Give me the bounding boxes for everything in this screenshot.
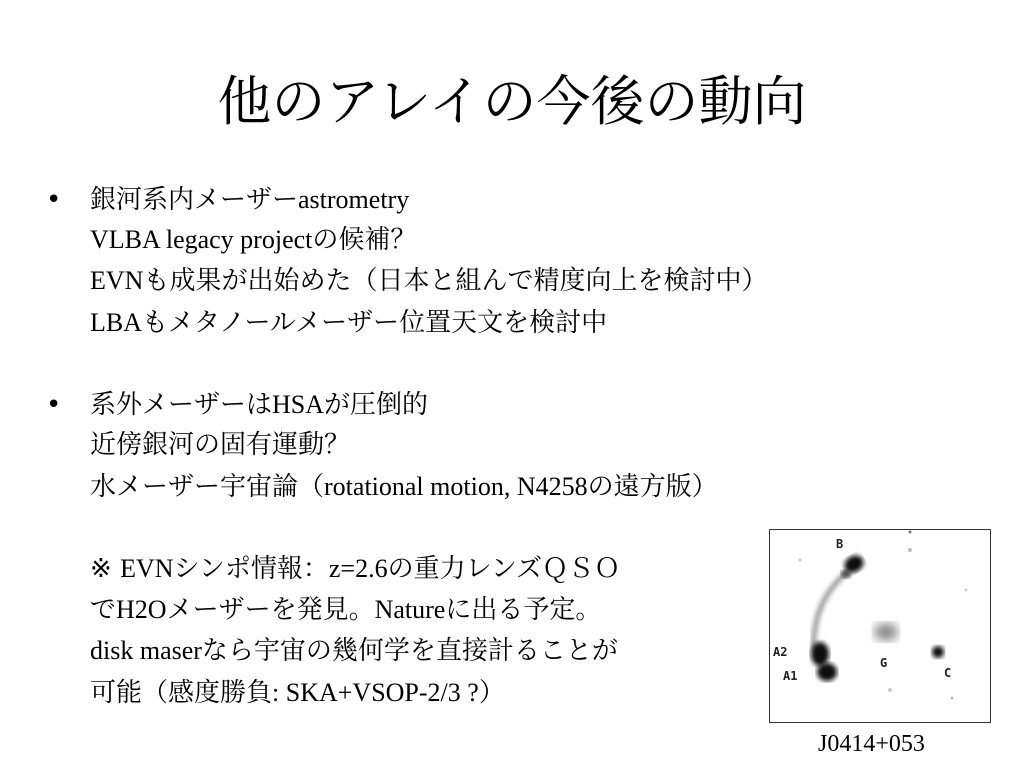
- text-jp: 系外メーザーは: [90, 390, 273, 420]
- label-g: G: [880, 656, 888, 670]
- text-jp: メーザーを発見。: [166, 595, 375, 625]
- text-jp: シンポ情報：: [173, 554, 329, 584]
- text-en: rotational motion, N4258: [324, 472, 588, 501]
- text-jp: の候補？: [312, 225, 417, 255]
- bullet-1-line-1: [90, 183, 409, 217]
- text-en: HSA: [272, 390, 325, 419]
- text-en: EVN: [120, 554, 174, 583]
- label-a2: A2: [773, 645, 788, 659]
- text-jp: 水メーザー宇宙論（: [90, 472, 325, 502]
- text-jp: が圧倒的: [324, 390, 429, 420]
- slide-title: 他のアレイの今後の動向: [217, 70, 807, 133]
- text-jp: も成果が出始めた（日本と組んで精度向上を検討中）: [143, 266, 768, 296]
- bullet-1-line-4: [90, 306, 607, 340]
- bullet-2-line-2: [90, 428, 350, 462]
- figure-caption: J0414+053: [818, 731, 925, 757]
- text-en: Nature: [374, 595, 446, 624]
- lens-image-b-tail: [841, 570, 851, 578]
- text-jp: の遠方版）: [587, 472, 718, 502]
- text-jp: の重力レンズＱＳＯ: [387, 554, 621, 584]
- bullet-2-line-6: [90, 634, 618, 668]
- lens-image-a1: [817, 663, 837, 681]
- text-jp: 可能（感度勝負: [90, 678, 273, 708]
- bullet-2-line-7: [90, 676, 505, 710]
- label-c: C: [944, 666, 952, 680]
- bullet-2-line-4: [90, 552, 620, 586]
- text-jp: ）: [478, 678, 505, 708]
- text-jp: なら宇宙の幾何学を直接計ることが: [201, 636, 618, 666]
- text-en: H2O: [116, 595, 167, 624]
- bullet-marker-1: •: [46, 185, 62, 215]
- text-jp: に出る予定。: [445, 595, 602, 625]
- lens-image-svg: [770, 530, 990, 722]
- bullet-2-line-3: [90, 470, 718, 504]
- text-en: LBA: [90, 308, 142, 337]
- text-en: astrometry: [298, 185, 410, 214]
- text-en: disk maser: [90, 636, 202, 665]
- lens-image: [769, 529, 991, 723]
- lens-galaxy-g: [874, 623, 898, 641]
- text-en: VLBA legacy project: [90, 225, 313, 254]
- text-jp: ※: [90, 554, 121, 584]
- bullet-2-line-1: [90, 388, 428, 422]
- text-en: z=2.6: [328, 554, 388, 583]
- text-jp: で: [90, 595, 117, 625]
- bullet-marker-2: •: [46, 390, 62, 420]
- text-jp: もメタノールメーザー位置天文を検討中: [142, 308, 608, 338]
- bullet-1-line-2: [90, 223, 416, 257]
- text-jp: 近傍銀河の固有運動？: [90, 430, 351, 460]
- lens-image-a2: [811, 642, 829, 666]
- lens-image-c: [932, 646, 944, 658]
- text-en: EVN: [90, 266, 144, 295]
- label-b: B: [836, 537, 844, 551]
- bullet-1-line-3: [90, 264, 767, 298]
- text-jp: 銀河系内メーザー: [90, 185, 299, 215]
- bullet-2-line-5: [90, 593, 601, 627]
- text-en: : SKA+VSOP-2/3 ?: [272, 678, 479, 707]
- label-a1: A1: [783, 669, 798, 683]
